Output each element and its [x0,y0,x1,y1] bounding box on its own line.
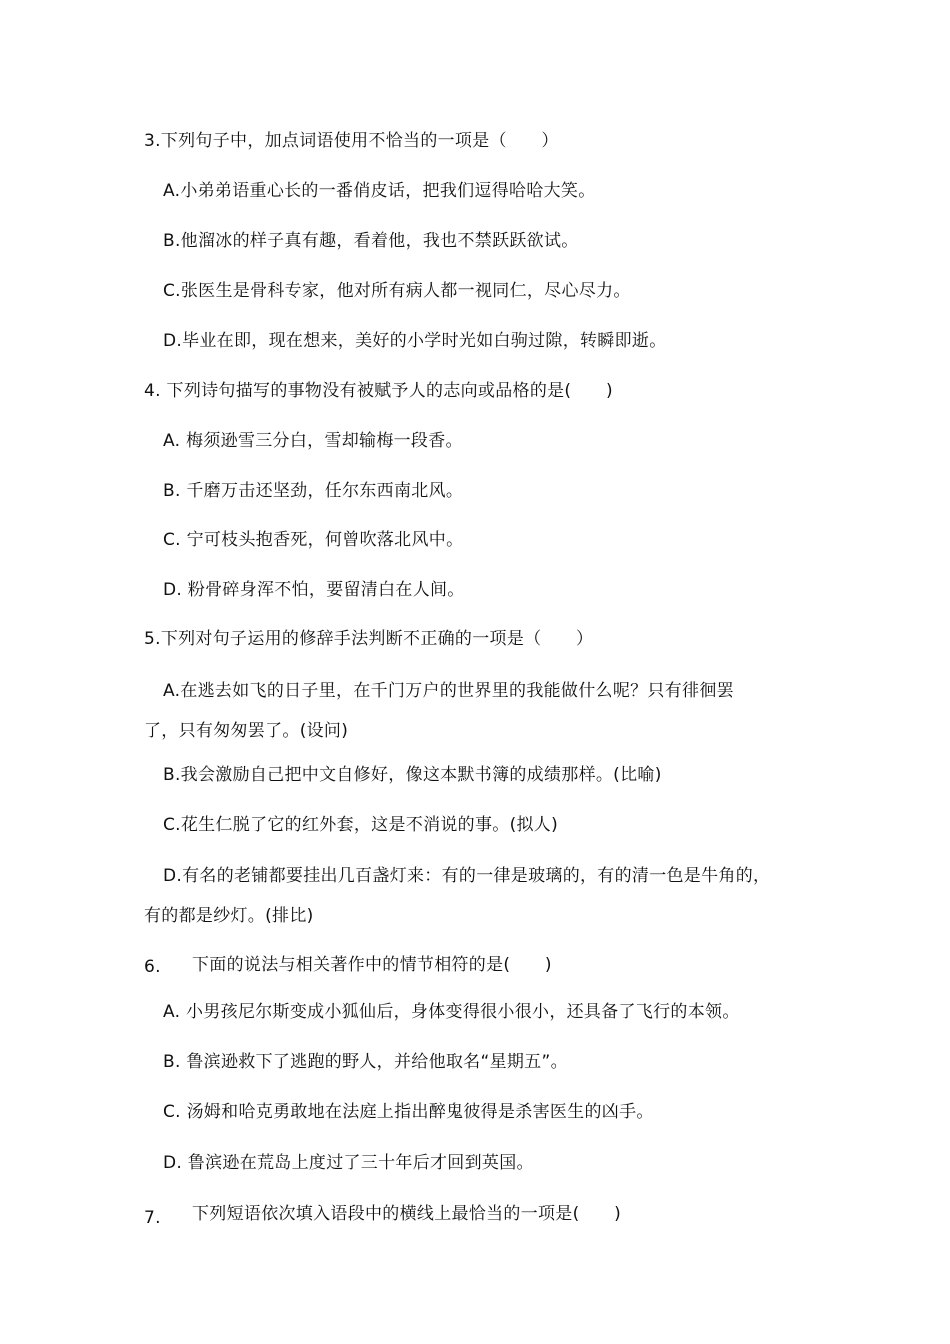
question-5-option-a: A.在逃去如飞的日子里，在千门万户的世界里的我能做什么呢？只有徘徊罢 [163,681,734,701]
question-6-number: 6. [144,957,161,977]
question-5-option-a-continued: 了，只有匆匆罢了。(设问) [144,721,349,741]
question-6-option-a: A. 小男孩尼尔斯变成小狐仙后，身体变得很小很小，还具备了飞行的本领。 [163,1002,740,1022]
question-5-stem: 5.下列对句子运用的修辞手法判断不正确的一项是（ ） [144,629,594,649]
question-4-option-b: B. 千磨万击还坚劲，任尔东西南北风。 [163,481,464,501]
question-6-option-c: C. 汤姆和哈克勇敢地在法庭上指出醉鬼彼得是杀害医生的凶手。 [163,1102,654,1122]
question-5-option-d: D.有名的老铺都要挂出几百盏灯来：有的一律是玻璃的，有的清一色是牛角的， [163,866,771,886]
question-4-option-c: C. 宁可枝头抱香死，何曾吹落北风中。 [163,530,464,550]
question-7-number: 7. [144,1208,161,1228]
question-3-option-a: A.小弟弟语重心长的一番俏皮话，把我们逗得哈哈大笑。 [163,181,596,201]
question-3-option-d: D.毕业在即，现在想来，美好的小学时光如白驹过隙，转瞬即逝。 [163,331,667,351]
question-7-stem: 下列短语依次填入语段中的横线上最恰当的一项是( ) [192,1204,622,1224]
question-4-option-a: A. 梅须逊雪三分白，雪却输梅一段香。 [163,431,463,451]
question-4-option-d: D. 粉骨碎身浑不怕，要留清白在人间。 [163,580,465,600]
question-6-option-b: B. 鲁滨逊救下了逃跑的野人，并给他取名“星期五”。 [163,1052,568,1072]
question-6-option-d: D. 鲁滨逊在荒岛上度过了三十年后才回到英国。 [163,1153,534,1173]
question-5-option-b: B.我会激励自己把中文自修好，像这本默书簿的成绩那样。(比喻) [163,765,662,785]
question-6-stem: 下面的说法与相关著作中的情节相符的是( ) [192,955,552,975]
question-3-stem: 3.下列句子中，加点词语使用不恰当的一项是（ ） [144,131,559,151]
question-4-stem: 4. 下列诗句描写的事物没有被赋予人的志向或品格的是( ) [144,381,613,401]
question-5-option-d-continued: 有的都是纱灯。(排比) [144,906,314,926]
question-5-option-c: C.花生仁脱了它的红外套，这是不消说的事。(拟人) [163,815,559,835]
question-3-option-b: B.他溜冰的样子真有趣，看着他，我也不禁跃跃欲试。 [163,231,579,251]
question-3-option-c: C.张医生是骨科专家，他对所有病人都一视同仁，尽心尽力。 [163,281,631,301]
